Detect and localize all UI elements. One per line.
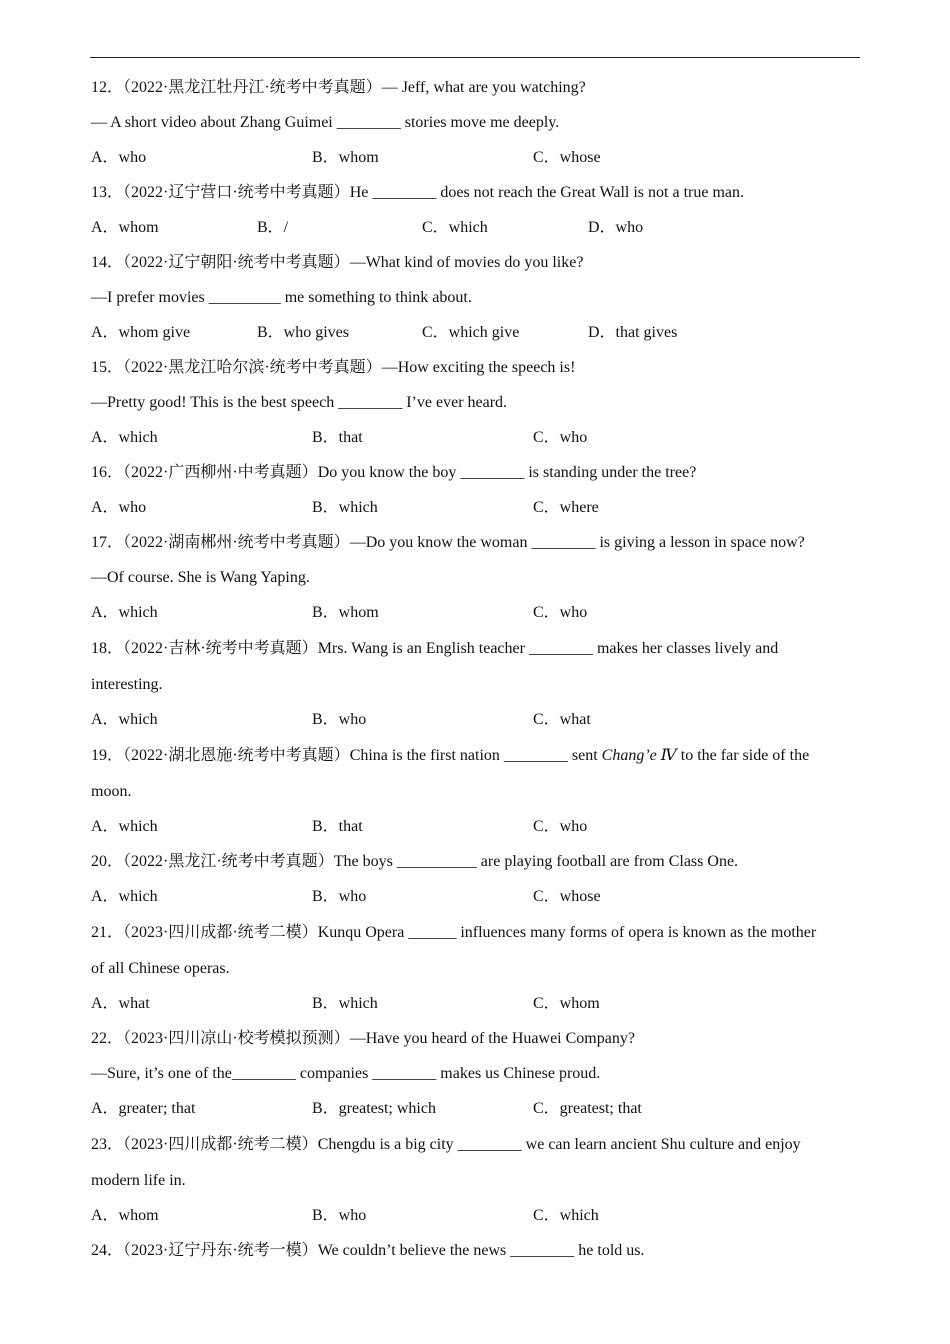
spacecraft-name: Chang’e Ⅳ <box>601 747 677 764</box>
question-20-options <box>91 879 861 914</box>
question-16-stem: 16．（2022·广西柳州·中考真题）Do you know the boy ________ is standing under the tree? <box>91 464 697 481</box>
question-21-line2: of all Chinese operas. <box>91 960 230 977</box>
option-a: A．which <box>91 429 158 446</box>
option-b: B．who gives <box>257 324 350 341</box>
option-b: B．that <box>312 818 363 835</box>
option-b: B．who <box>312 888 367 905</box>
question-23-options <box>91 1198 861 1233</box>
question-18-stem: 18．（2022·吉林·统考中考真题）Mrs. Wang is an English teacher ________ makes her classes lively and <box>91 640 779 657</box>
option-a: A．whom <box>91 1207 159 1224</box>
question-12-options <box>91 140 861 175</box>
option-c: C．where <box>533 499 599 516</box>
question-list <box>91 70 861 1268</box>
option-b: B．which <box>312 995 378 1012</box>
question-17-stem: 17．（2022·湖南郴州·统考中考真题）—Do you know the woman ________ is giving a lesson in space now? <box>91 534 805 551</box>
option-a: A．which <box>91 818 158 835</box>
header-rule <box>90 57 860 58</box>
option-a: A．whom <box>91 219 159 236</box>
option-a: A．who <box>91 499 147 516</box>
question-14-options <box>91 315 861 350</box>
question-22-options <box>91 1091 861 1126</box>
question-12-line2: — A short video about Zhang Guimei ________ stories move me deeply. <box>91 114 560 131</box>
option-a: A．whom give <box>91 324 191 341</box>
option-c: C．who <box>533 429 588 446</box>
option-c: C．who <box>533 604 588 621</box>
question-17-line2: —Of course. She is Wang Yaping. <box>91 569 310 586</box>
question-17-options <box>91 595 861 630</box>
option-b: B．whom <box>312 149 379 166</box>
option-a: A．which <box>91 888 158 905</box>
option-c: C．greatest; that <box>533 1100 642 1117</box>
option-b: B．greatest; which <box>312 1100 436 1117</box>
option-b: B．who <box>312 711 367 728</box>
question-23-stem: 23．（2023·四川成都·统考二模）Chengdu is a big city ________ we can learn ancient Shu culture and enjoy <box>91 1136 801 1153</box>
question-18-options <box>91 702 861 737</box>
question-20-stem: 20．（2022·黑龙江·统考中考真题）The boys __________ are playing football are from Class One. <box>91 853 739 870</box>
option-b: B．who <box>312 1207 367 1224</box>
option-c: C．who <box>533 818 588 835</box>
option-d: D．who <box>588 219 644 236</box>
question-19-line2: moon. <box>91 783 132 800</box>
option-c: C．whose <box>533 149 601 166</box>
option-d: D．that gives <box>588 324 678 341</box>
option-a: A．greater; that <box>91 1100 196 1117</box>
option-a: A．who <box>91 149 147 166</box>
question-19-stem: 19．（2022·湖北恩施·统考中考真题）China is the first nation ________ sent Chang’e Ⅳ to the far side of the <box>91 747 810 764</box>
option-c: C．what <box>533 711 591 728</box>
question-15-line2: —Pretty good! This is the best speech ________ I’ve ever heard. <box>91 394 508 411</box>
question-12-stem: 12．（2022·黑龙江牡丹江·统考中考真题）— Jeff, what are you watching? <box>91 79 586 96</box>
question-22-stem: 22．（2023·四川凉山·校考模拟预测）—Have you heard of the Huawei Company? <box>91 1030 635 1047</box>
option-c: C．whom <box>533 995 600 1012</box>
question-22-line2: —Sure, it’s one of the________ companies ________ makes us Chinese proud. <box>91 1065 601 1082</box>
question-14-line2: —I prefer movies _________ me something to think about. <box>91 289 472 306</box>
option-c: C．which give <box>422 324 520 341</box>
question-21-stem: 21．（2023·四川成都·统考二模）Kunqu Opera ______ influences many forms of opera is known as the mother <box>91 924 817 941</box>
question-16-options <box>91 490 861 525</box>
option-c: C．which <box>533 1207 599 1224</box>
option-b: B．/ <box>257 219 289 236</box>
option-b: B．which <box>312 499 378 516</box>
question-13-stem: 13．（2022·辽宁营口·统考中考真题）He ________ does not reach the Great Wall is not a true man. <box>91 184 744 201</box>
question-23-line2: modern life in. <box>91 1172 186 1189</box>
question-13-options <box>91 210 861 245</box>
question-21-options <box>91 986 861 1021</box>
option-a: A．which <box>91 711 158 728</box>
question-18-line2: interesting. <box>91 676 163 693</box>
question-19-options <box>91 809 861 844</box>
option-a: A．which <box>91 604 158 621</box>
option-b: B．that <box>312 429 363 446</box>
question-14-stem: 14．（2022·辽宁朝阳·统考中考真题）—What kind of movies do you like? <box>91 254 584 271</box>
option-a: A．what <box>91 995 150 1012</box>
question-24-stem: 24．（2023·辽宁丹东·统考一模）We couldn’t believe the news ________ he told us. <box>91 1242 645 1259</box>
option-c: C．whose <box>533 888 601 905</box>
question-15-options <box>91 420 861 455</box>
option-b: B．whom <box>312 604 379 621</box>
option-c: C．which <box>422 219 488 236</box>
question-15-stem: 15．（2022·黑龙江哈尔滨·统考中考真题）—How exciting the speech is! <box>91 359 576 376</box>
